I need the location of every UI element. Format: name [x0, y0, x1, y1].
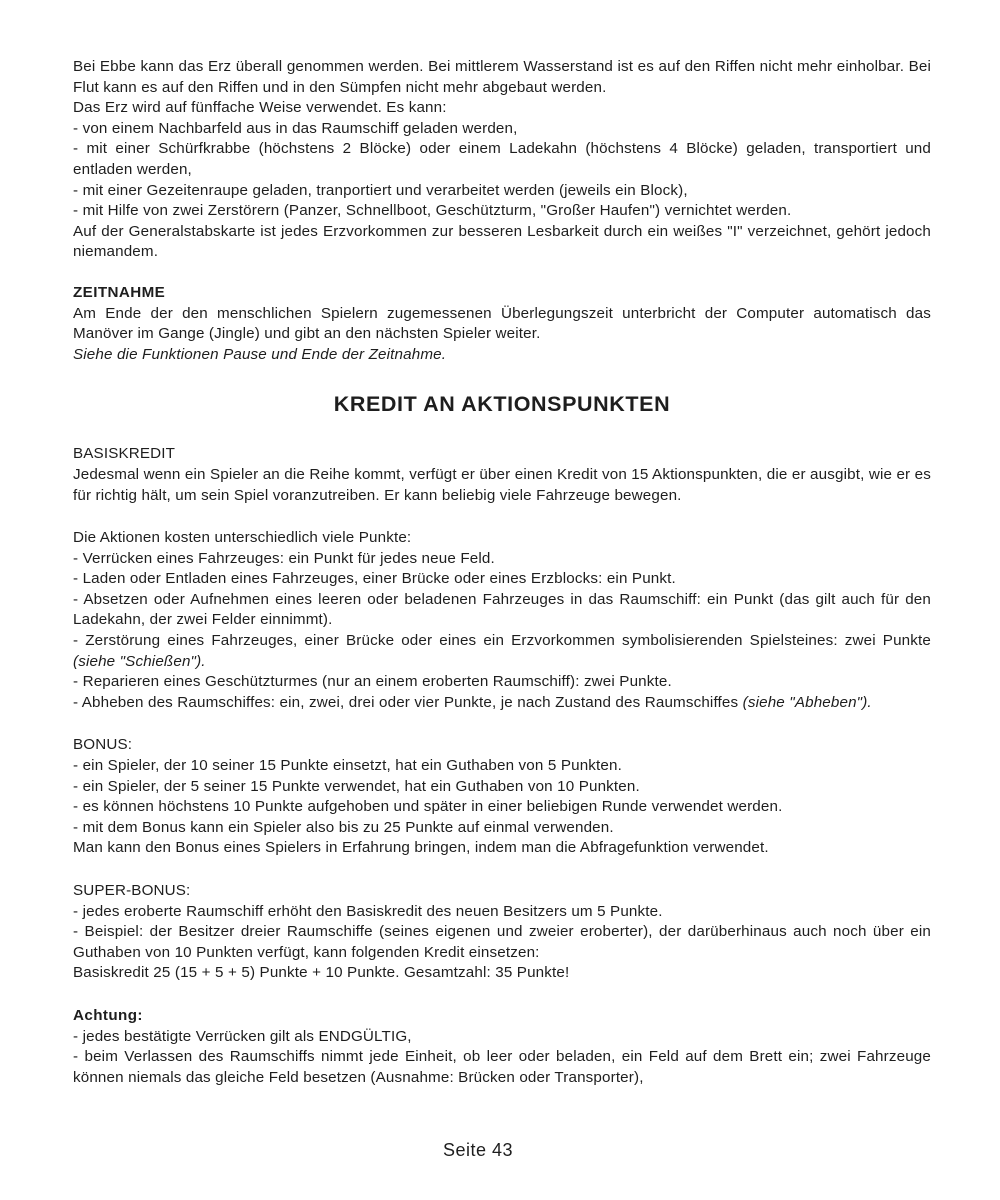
list-item: - Absetzen oder Aufnehmen eines leeren oder beladenen Fahrzeuges in das Raumschiff: ein Punkt (das gilt auch für den Ladekahn, der zwei Felder einnimmt).: [73, 590, 931, 629]
note-zeitnahme: Siehe die Funktionen Pause und Ende der Zeitnahme.: [73, 345, 447, 363]
spacer: [73, 263, 931, 283]
list-item: - mit Hilfe von zwei Zerstörern (Panzer, Schnellboot, Geschützturm, "Großer Haufen") vernichtet werden.: [73, 202, 792, 220]
spacer: [73, 506, 931, 528]
label-superbonus: SUPER-BONUS:: [73, 882, 191, 899]
list-item: - jedes eroberte Raumschiff erhöht den Basiskredit des neuen Besitzers um 5 Punkte.: [73, 902, 663, 920]
list-item: [73, 693, 931, 714]
list-item: - Reparieren eines Geschützturmes (nur an einem eroberten Raumschiff): zwei Punkte.: [73, 673, 672, 691]
list-item: [73, 631, 931, 672]
paragraph-total: Basiskredit 25 (15 + 5 + 5) Punkte + 10 Punkte. Gesamtzahl: 35 Punkte!: [73, 964, 570, 982]
list-item: - mit dem Bonus kann ein Spieler also bis zu 25 Punkte auf einmal verwenden.: [73, 818, 614, 836]
list-item: - von einem Nachbarfeld aus in das Raumschiff geladen werden,: [73, 119, 518, 137]
list-item-text: - Abheben des Raumschiffes: ein, zwei, drei oder vier Punkte, je nach Zustand des Raumschiffes: [73, 693, 743, 711]
list-item: - jedes bestätigte Verrücken gilt als ENDGÜLTIG,: [73, 1027, 412, 1045]
list-item: - es können höchstens 10 Punkte aufgehoben und später in einer beliebigen Runde verwendet werden.: [73, 798, 783, 816]
spacer: [73, 859, 931, 881]
paragraph-aktionen-intro: Die Aktionen kosten unterschiedlich viele Punkte:: [73, 529, 412, 547]
spacer: [73, 984, 931, 1006]
cross-reference: (siehe "Abheben").: [742, 693, 872, 711]
document-page: [73, 57, 931, 1088]
list-item: - Beispiel: der Besitzer dreier Raumschiffe (seines eigenen und zweier eroberter), der darüberhinaus auch noch über ein Guthaben von 10 Punkten verfügt, kann folgenden Kredit einsetzen:: [73, 923, 931, 961]
list-item: - mit einer Gezeitenraupe geladen, tranportiert und verarbeitet werden (jeweils ein Block),: [73, 181, 688, 199]
list-item: - Laden oder Entladen eines Fahrzeuges, einer Brücke oder eines Erzblocks: ein Punkt.: [73, 570, 676, 588]
label-basiskredit: BASISKREDIT: [73, 445, 176, 463]
paragraph-zeitnahme: Am Ende der den menschlichen Spielern zugemessenen Überlegungszeit unterbricht der Computer automatisch das Manöver im Gange (Jingle) und gibt an den nächsten Spieler weiter.: [73, 304, 931, 343]
cross-reference: (siehe "Schießen").: [73, 652, 206, 670]
spacer: [73, 713, 931, 735]
list-item: - ein Spieler, der 10 seiner 15 Punkte einsetzt, hat ein Guthaben von 5 Punkten.: [73, 757, 622, 775]
list-item: - beim Verlassen des Raumschiffs nimmt jede Einheit, ob leer oder beladen, ein Feld auf dem Brett ein; zwei Fahrzeuge können niemals das gleiche Feld besetzen (Ausnahme: Brücken oder Transporter),: [73, 1048, 931, 1086]
list-item: - Verrücken eines Fahrzeuges: ein Punkt für jedes neue Feld.: [73, 549, 495, 567]
paragraph-map-note: Auf der Generalstabskarte ist jedes Erzvorkommen zur besseren Lesbarkeit durch ein weißes "I" verzeichnet, gehört jedoch niemandem.: [73, 222, 931, 261]
section-heading-achtung: Achtung:: [73, 1006, 143, 1024]
page-number: Seite 43: [442, 1140, 514, 1160]
section-heading-zeitnahme: ZEITNAHME: [73, 283, 166, 301]
list-item: - ein Spieler, der 5 seiner 15 Punkte verwendet, hat ein Guthaben von 10 Punkten.: [73, 777, 640, 795]
list-item: - mit einer Schürfkrabbe (höchstens 2 Blöcke) oder einem Ladekahn (höchstens 4 Blöcke) geladen, transportiert und entladen werden,: [73, 140, 931, 178]
list-item-text: - Zerstörung eines Fahrzeuges, einer Brücke oder eines ein Erzvorkommen symbolisierenden Spielsteines: zwei Punkte: [73, 632, 931, 650]
paragraph-tides: Bei Ebbe kann das Erz überall genommen werden. Bei mittlerem Wasserstand ist es auf den Riffen nicht mehr einholbar. Bei Flut kann es auf den Riffen und in den Sümpfen nicht mehr abgebaut werden.: [73, 58, 931, 96]
label-bonus: BONUS:: [73, 736, 133, 754]
paragraph-bonus-query: Man kann den Bonus eines Spielers in Erfahrung bringen, indem man die Abfragefunktion verwendet.: [73, 839, 769, 857]
paragraph-basiskredit: Jedesmal wenn ein Spieler an die Reihe kommt, verfügt er über einen Kredit von 15 Aktionspunkten, die er ausgibt, wie er es für richtig hält, um sein Spiel voranzutreiben. Er kann beliebig viele Fahrzeuge bewegen.: [73, 465, 931, 504]
page-title: KREDIT AN AKTIONSPUNKTEN: [333, 392, 671, 417]
paragraph-ore-usage: Das Erz wird auf fünffache Weise verwendet. Es kann:: [73, 99, 447, 117]
